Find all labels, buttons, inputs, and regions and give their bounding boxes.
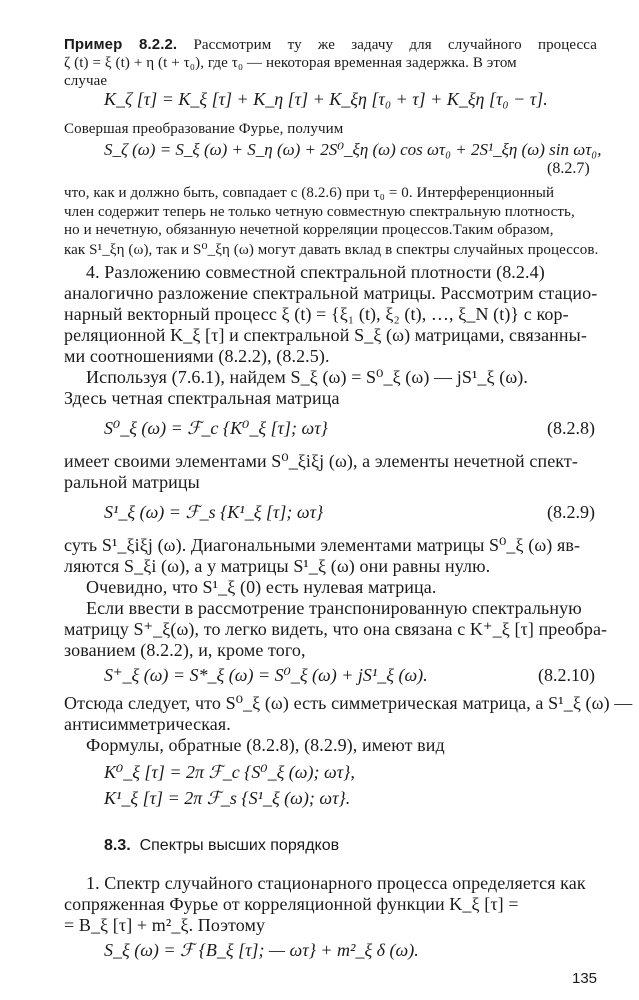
example-line-2: ζ (t) = ξ (t) + η (t + τ₀), где τ₀ — некоторая временная задержка. В этом (64, 55, 517, 71)
para4-line-4: реляционной K_ξ [τ] и спектральной S_ξ (ω) матрицами, связанны- (64, 325, 587, 345)
example-text-1: Рассмотрим ту же задачу для случайного процесса (193, 37, 597, 53)
are-line-2: ляются S_ξi (ω), а у матрицы S¹_ξ (ω) они равны нулю. (64, 556, 491, 576)
inverse-equation-2: K¹_ξ [τ] = 2π ℱ_s {S¹_ξ (ω); ωτ}. (104, 788, 351, 808)
equation-number-8-2-10: (8.2.10) (538, 665, 595, 685)
interference-line-2: член содержит теперь не только четную совместную спектральную плотность, (64, 204, 575, 220)
p1-line-2: сопряженная Фурье от корреляционной функции K_ξ [τ] = (64, 894, 519, 914)
interference-line-3: но и нечетную, обязанную нечетной корреляции процессов.Таким образом, (64, 222, 554, 238)
using-text: Используя (7.6.1), найдем S_ξ (ω) = S⁰_ξ (ω) — jS¹_ξ (ω). (86, 367, 528, 387)
equation-number-8-2-8: (8.2.8) (547, 418, 595, 438)
obvious-text: Очевидно, что S¹_ξ (0) есть нулевая матрица. (86, 577, 437, 597)
example-line-1 (64, 36, 597, 54)
para4-line-1: 4. Разложению совместной спектральной плотности (8.2.4) (86, 262, 545, 282)
spectrum-equation: S_ξ (ω) = ℱ {B_ξ [τ]; — ωτ} + m²_ξ δ (ω). (104, 940, 419, 960)
has-line-2: ральной матрицы (64, 472, 200, 492)
example-line-3: случае (64, 73, 108, 89)
has-line-1: имеет своими элементами S⁰_ξiξj (ω), а элементы нечетной спект- (64, 451, 578, 471)
equation-1: K_ζ [τ] = K_ξ [τ] + K_η [τ] + K_ξη [τ₀ + τ] + K_ξη [τ₀ − τ]. (104, 89, 548, 109)
interference-line-1: что, как и должно быть, совпадает с (8.2.6) при τ₀ = 0. Интерференционный (64, 185, 555, 201)
p1-line-1: 1. Спектр случайного стационарного процесса определяется как (86, 873, 586, 893)
here-text: Здесь четная спектральная матрица (64, 388, 340, 408)
hence-line-2: антисимметрическая. (64, 714, 231, 734)
p1-line-3: = B_ξ [τ] + m²_ξ. Поэтому (64, 915, 266, 935)
section-title: Спектры высших порядков (139, 837, 340, 854)
are-line-1: суть S¹_ξiξj (ω). Диагональными элементами матрицы S⁰_ξ (ω) яв- (64, 535, 581, 555)
hence-line-1: Отсюда следует, что S⁰_ξ (ω) есть симметрическая матрица, а S¹_ξ (ω) — (64, 693, 633, 713)
equation-8-2-8: S⁰_ξ (ω) = ℱ_c {K⁰_ξ [τ]; ωτ} (104, 418, 328, 438)
para4-line-3: нарный векторный процесс ξ (t) = {ξ₁ (t), ξ₂ (t), …, ξ_N (t)} с кор- (64, 304, 569, 324)
page-number: 135 (572, 970, 598, 987)
equation-8-2-7: S_ζ (ω) = S_ξ (ω) + S_η (ω) + 2S⁰_ξη (ω) cos ωτ₀ + 2S¹_ξη (ω) sin ωτ₀, (104, 140, 602, 159)
equation-number-8-2-7: (8.2.7) (547, 160, 590, 177)
if-line-3: зованием (8.2.2), и, кроме того, (64, 640, 306, 660)
if-line-2: матрицу S⁺_ξ(ω), то легко видеть, что она связана с K⁺_ξ [τ] преобра- (64, 619, 608, 639)
if-line-1: Если ввести в рассмотрение транспонированную спектральную (86, 598, 582, 618)
inverse-equation-1: K⁰_ξ [τ] = 2π ℱ_c {S⁰_ξ (ω); ωτ}, (104, 762, 355, 782)
section-number: 8.3. (104, 837, 131, 854)
para4-line-5: ми соотношениями (8.2.2), (8.2.5). (64, 346, 330, 366)
fourier-text: Совершая преобразование Фурье, получим (64, 121, 344, 137)
equation-8-2-9: S¹_ξ (ω) = ℱ_s {K¹_ξ [τ]; ωτ} (104, 502, 324, 522)
para4-line-2: аналогично разложение спектральной матрицы. Рассмотрим стацио- (64, 283, 598, 303)
equation-number-8-2-9: (8.2.9) (547, 502, 595, 522)
example-label: Пример 8.2.2. (64, 36, 178, 53)
section-heading (104, 837, 339, 855)
equation-8-2-10: S⁺_ξ (ω) = S*_ξ (ω) = S⁰_ξ (ω) + jS¹_ξ (ω). (104, 665, 428, 685)
interference-line-4: как S¹_ξη (ω), так и S⁰_ξη (ω) могут давать вклад в спектры случайных процессов. (64, 242, 599, 258)
formulas-text: Формулы, обратные (8.2.8), (8.2.9), имеют вид (86, 735, 445, 755)
